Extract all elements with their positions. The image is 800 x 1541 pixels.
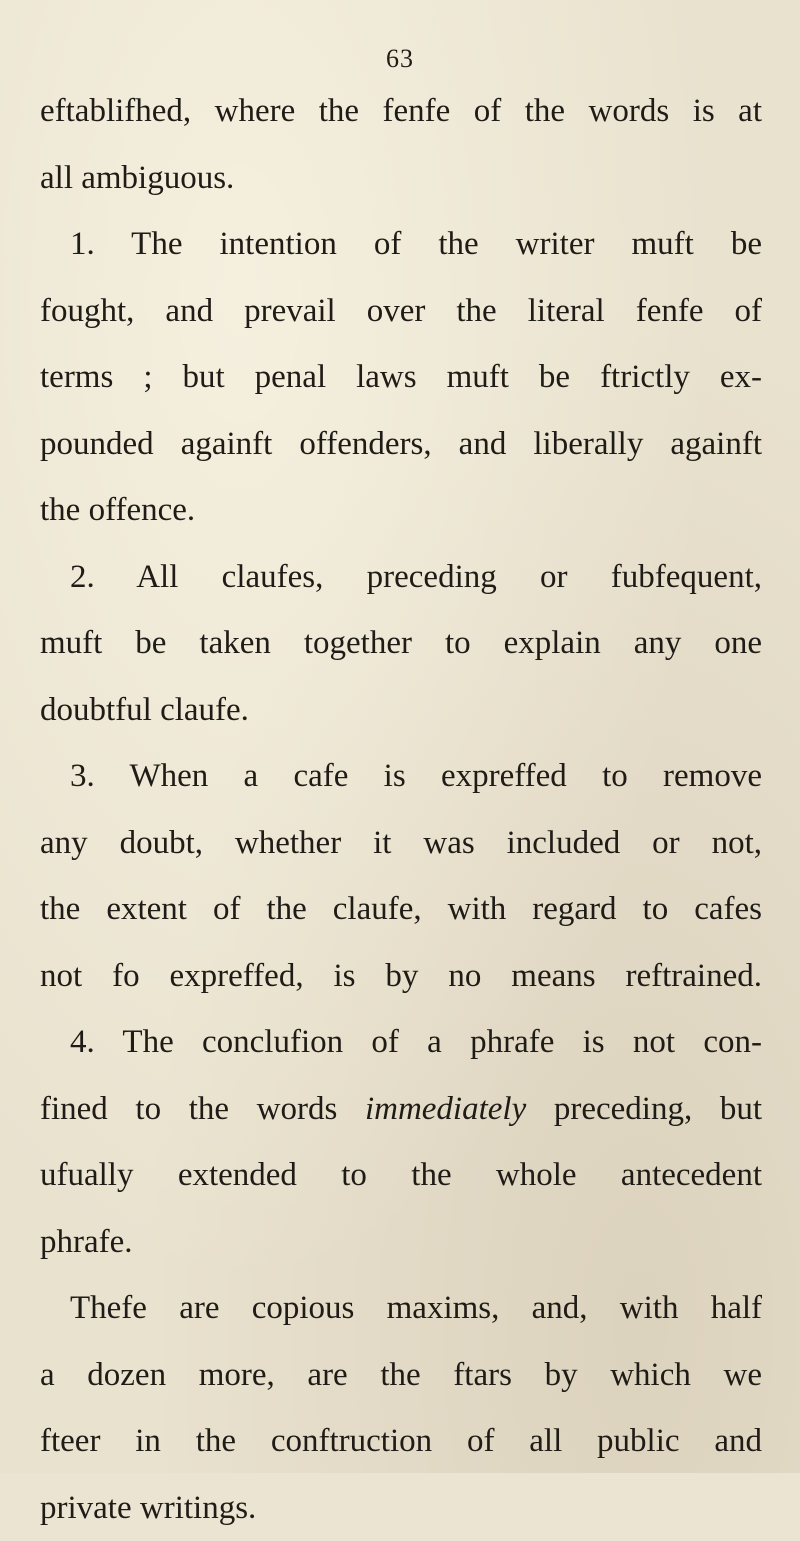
text-line: 2. All claufes, preceding or fubfequent, (40, 544, 762, 611)
italic-word: immediately (365, 1091, 526, 1127)
text-segment: preceding, but (526, 1091, 762, 1127)
text-line: pounded againft offenders, and liberally againft (40, 411, 762, 478)
text-line: a dozen more, are the ftars by which we (40, 1342, 762, 1409)
text-line: doubtful claufe. (40, 677, 762, 744)
text-line: any doubt, whether it was included or not, (40, 810, 762, 877)
text-line: ufually extended to the whole antecedent (40, 1142, 762, 1209)
text-line: terms ; but penal laws muft be ftrictly ex- (40, 344, 762, 411)
text-line: private writings. (40, 1475, 762, 1541)
text-line: the extent of the claufe, with regard to cafes (40, 876, 762, 943)
text-line: 4. The conclufion of a phrafe is not con- (40, 1009, 762, 1076)
text-line: the offence. (40, 477, 762, 544)
page-number: 63 (0, 44, 800, 74)
text-line: not fo expreffed, is by no means reftrained. (40, 943, 762, 1010)
text-line-with-italic (40, 1076, 762, 1143)
text-line: phrafe. (40, 1209, 762, 1276)
text-line: Thefe are copious maxims, and, with half (40, 1275, 762, 1342)
text-line: all ambiguous. (40, 145, 762, 212)
text-line: fteer in the conftruction of all public and (40, 1408, 762, 1475)
text-line: eftablifhed, where the fenfe of the words is at (40, 78, 762, 145)
text-segment: fined to the words (40, 1091, 365, 1127)
text-line: 1. The intention of the writer muft be (40, 211, 762, 278)
text-line: fought, and prevail over the literal fenfe of (40, 278, 762, 345)
text-line: muft be taken together to explain any one (40, 610, 762, 677)
page-body (40, 78, 762, 1541)
text-line: 3. When a cafe is expreffed to remove (40, 743, 762, 810)
